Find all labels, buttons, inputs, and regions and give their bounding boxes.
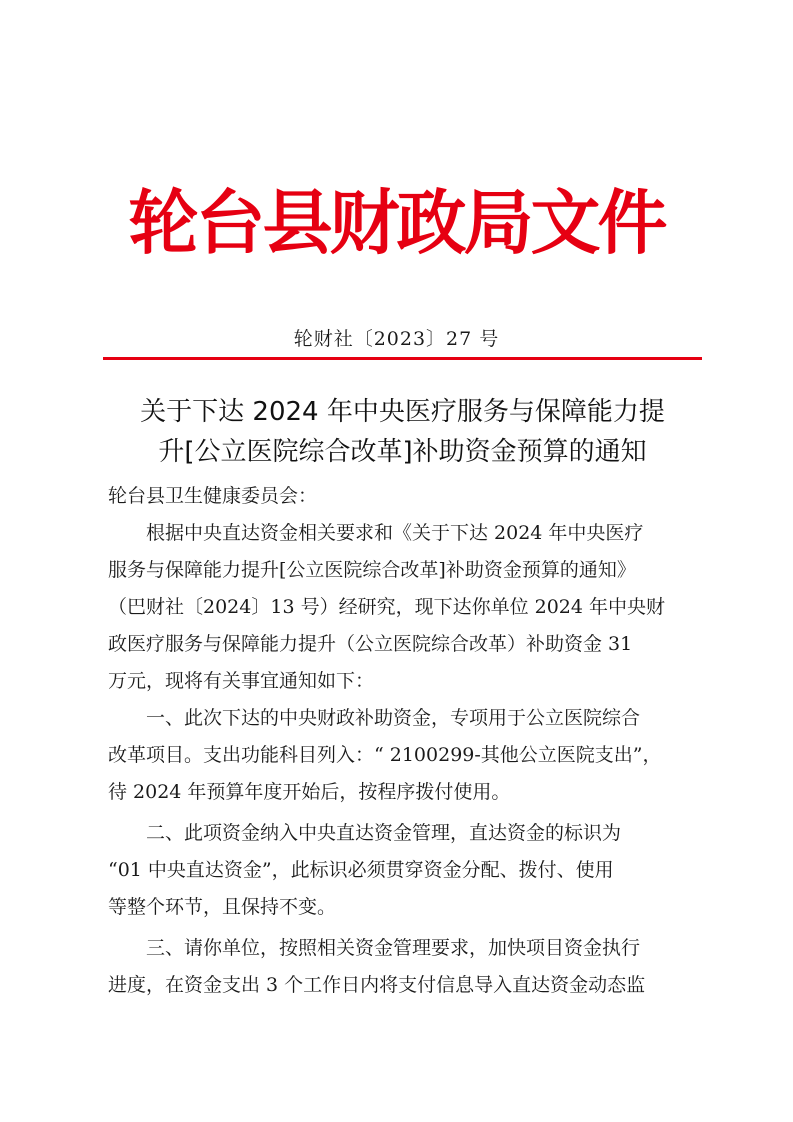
paragraph-line: 二、此项资金纳入中央直达资金管理，直达资金的标识为 [146, 822, 622, 844]
agency-title: 轮台县财政局文件 [128, 181, 665, 264]
paragraph-line: 改革项目。支出功能科目列入：“ 2100299-其他公立医院支出”， [108, 744, 662, 766]
paragraph-1 [108, 515, 700, 700]
red-divider-line [103, 357, 702, 360]
paragraph-line: 服务与保障能力提升[公立医院综合改革]补助资金预算的通知》 [108, 559, 636, 581]
paragraph-line: 一、此次下达的中央财政补助资金，专项用于公立医院综合 [146, 707, 641, 729]
paragraph-line: 等整个环节，且保持不变。 [108, 896, 337, 918]
paragraph-line: （巴财社〔2024〕13 号）经研究，现下达你单位 2024 年中央财 [108, 596, 666, 618]
document-number: 轮财社〔2023〕27 号 [293, 328, 500, 350]
document-body [108, 478, 700, 1004]
notice-title-line-1: 关于下达 2024 年中央医疗服务与保障能力提 [140, 397, 665, 427]
paragraph-line: 政医疗服务与保障能力提升（公立医院综合改革）补助资金 31 [108, 633, 633, 655]
notice-title-line-2: 升[公立医院综合改革]补助资金预算的通知 [158, 437, 647, 467]
notice-title [103, 392, 702, 472]
paragraph-line: 三、请你单位，按照相关资金管理要求，加快项目资金执行 [146, 937, 641, 959]
paragraph-line: 根据中央直达资金相关要求和《关于下达 2024 年中央医疗 [146, 522, 644, 544]
item-1 [108, 700, 700, 811]
salutation: 轮台县卫生健康委员会： [108, 485, 318, 507]
paragraph-line: 万元，现将有关事宜通知如下： [108, 670, 375, 692]
item-2 [108, 815, 700, 926]
paragraph-line: 待 2024 年预算年度开始后，按程序拨付使用。 [108, 781, 511, 803]
item-3 [108, 930, 700, 1004]
paragraph-line: “01 中央直达资金”，此标识必须贯穿资金分配、拨付、使用 [108, 859, 614, 881]
paragraph-line: 进度，在资金支出 3 个工作日内将支付信息导入直达资金动态监 [108, 974, 646, 996]
